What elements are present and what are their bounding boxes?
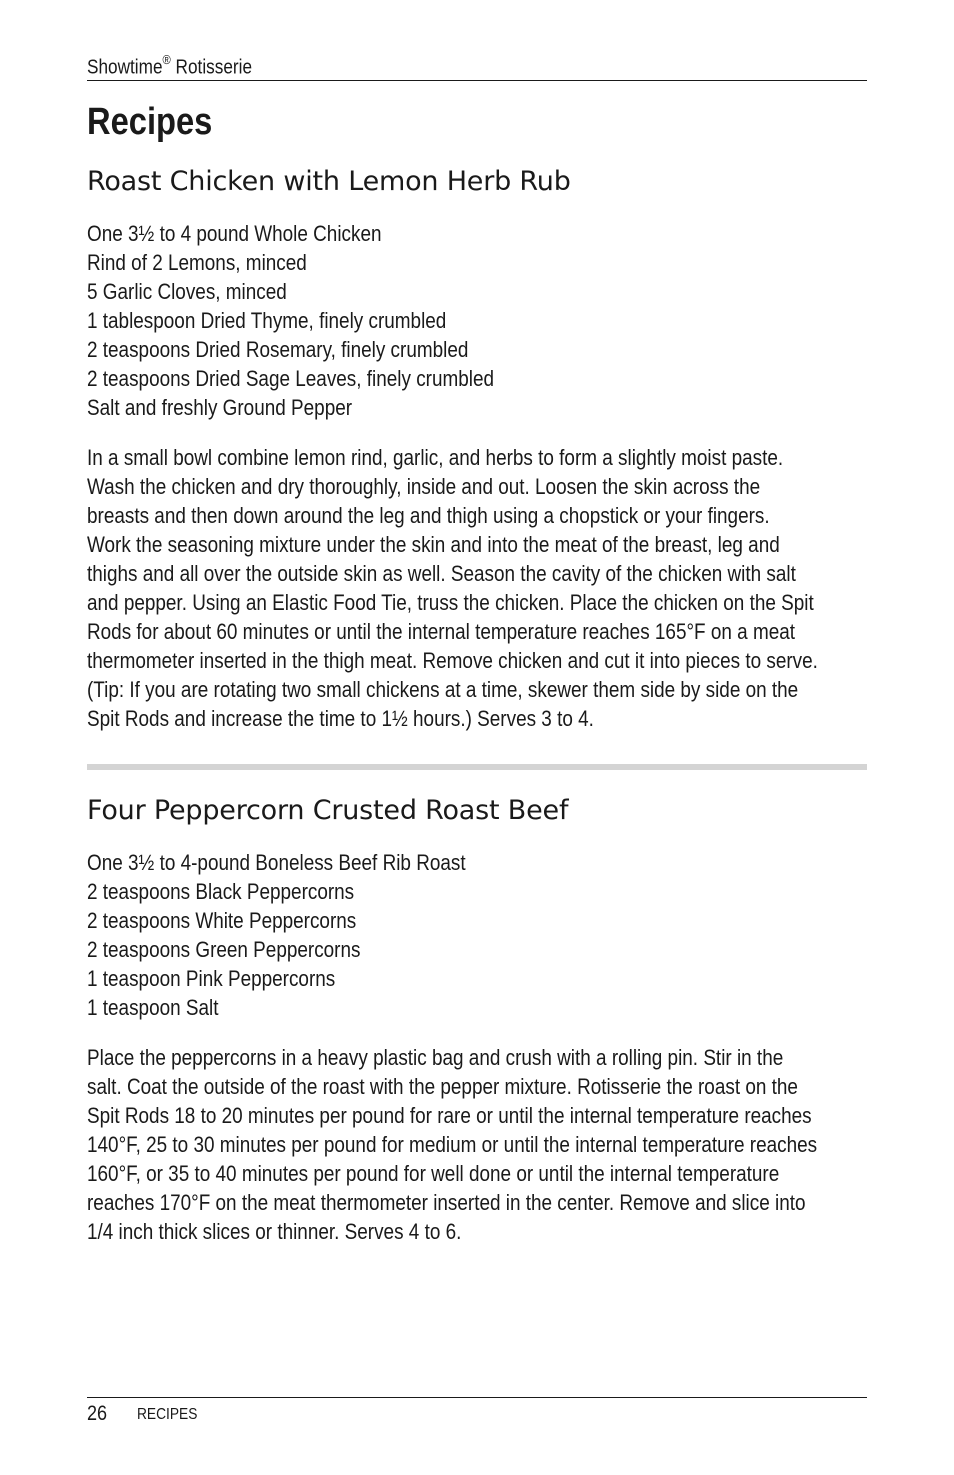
ingredient-item: 1 tablespoon Dried Thyme, finely crumbled	[87, 308, 447, 333]
directions-line: Spit Rods and increase the time to 1½ hours.) Serves 3 to 4.	[87, 706, 594, 731]
page-number: 26	[87, 1402, 108, 1425]
ingredient-list-chicken	[87, 219, 560, 422]
ingredient-item: One 3½ to 4 pound Whole Chicken	[87, 221, 382, 246]
ingredient-item: Salt and freshly Ground Pepper	[87, 395, 353, 420]
ingredient-item: 1 teaspoon Salt	[87, 995, 219, 1020]
footer-rule	[87, 1397, 867, 1398]
directions-line: thermometer inserted in the thigh meat. Remove chicken and cut it into pieces to serve.	[87, 648, 818, 673]
running-header	[87, 48, 867, 81]
recipe-title-roast-beef: Four Peppercorn Crusted Roast Beef	[87, 795, 569, 826]
header-brand: Showtime	[87, 56, 163, 79]
ingredient-list-roast-beef	[87, 848, 527, 1022]
ingredient-item: Rind of 2 Lemons, minced	[87, 250, 307, 275]
registered-mark: ®	[162, 52, 171, 67]
directions-line: thighs and all over the outside skin as well. Season the cavity of the chicken with salt	[87, 561, 796, 586]
directions-line: 140°F, 25 to 30 minutes per pound for medium or until the internal temperature reaches	[87, 1132, 818, 1157]
ingredient-item: One 3½ to 4-pound Boneless Beef Rib Roast	[87, 850, 466, 875]
directions-line: Rods for about 60 minutes or until the internal temperature reaches 165°F on a meat	[87, 619, 796, 644]
directions-line: Work the seasoning mixture under the skin and into the meat of the breast, leg and	[87, 532, 780, 557]
ingredient-item: 5 Garlic Cloves, minced	[87, 279, 287, 304]
directions-line: breasts and then down around the leg and thigh using a chopstick or your fingers.	[87, 503, 770, 528]
directions-line: and pepper. Using an Elastic Food Tie, truss the chicken. Place the chicken on the Spit	[87, 590, 814, 615]
ingredient-item: 1 teaspoon Pink Peppercorns	[87, 966, 336, 991]
directions-line: Spit Rods 18 to 20 minutes per pound for rare or until the internal temperature reaches	[87, 1103, 812, 1128]
page-title: Recipes	[87, 101, 213, 143]
ingredient-item: 2 teaspoons Black Peppercorns	[87, 879, 355, 904]
footer-section-name: RECIPES	[137, 1406, 198, 1423]
directions-line: Wash the chicken and dry thoroughly, inside and out. Loosen the skin across the	[87, 474, 761, 499]
directions-roast-beef	[87, 1043, 936, 1246]
directions-line: salt. Coat the outside of the roast with the pepper mixture. Rotisserie the roast on the	[87, 1074, 798, 1099]
header-product: Rotisserie	[175, 56, 253, 79]
section-divider	[87, 764, 867, 770]
manual-page	[87, 0, 867, 1475]
directions-line: In a small bowl combine lemon rind, garlic, and herbs to form a slightly moist paste.	[87, 445, 784, 470]
directions-line: reaches 170°F on the meat thermometer inserted in the center. Remove and slice into	[87, 1190, 806, 1215]
directions-line: 1/4 inch thick slices or thinner. Serves 4 to 6.	[87, 1219, 462, 1244]
directions-line: Place the peppercorns in a heavy plastic bag and crush with a rolling pin. Stir in the	[87, 1045, 784, 1070]
directions-line: (Tip: If you are rotating two small chickens at a time, skewer them side by side on the	[87, 677, 799, 702]
ingredient-item: 2 teaspoons White Peppercorns	[87, 908, 357, 933]
ingredient-item: 2 teaspoons Dried Sage Leaves, finely crumbled	[87, 366, 495, 391]
ingredient-item: 2 teaspoons Green Peppercorns	[87, 937, 361, 962]
ingredient-item: 2 teaspoons Dried Rosemary, finely crumbled	[87, 337, 469, 362]
recipe-title-chicken: Roast Chicken with Lemon Herb Rub	[87, 166, 571, 197]
page-footer	[87, 1400, 198, 1428]
directions-line: 160°F, or 35 to 40 minutes per pound for well done or until the internal temperature	[87, 1161, 780, 1186]
directions-chicken	[87, 443, 937, 733]
